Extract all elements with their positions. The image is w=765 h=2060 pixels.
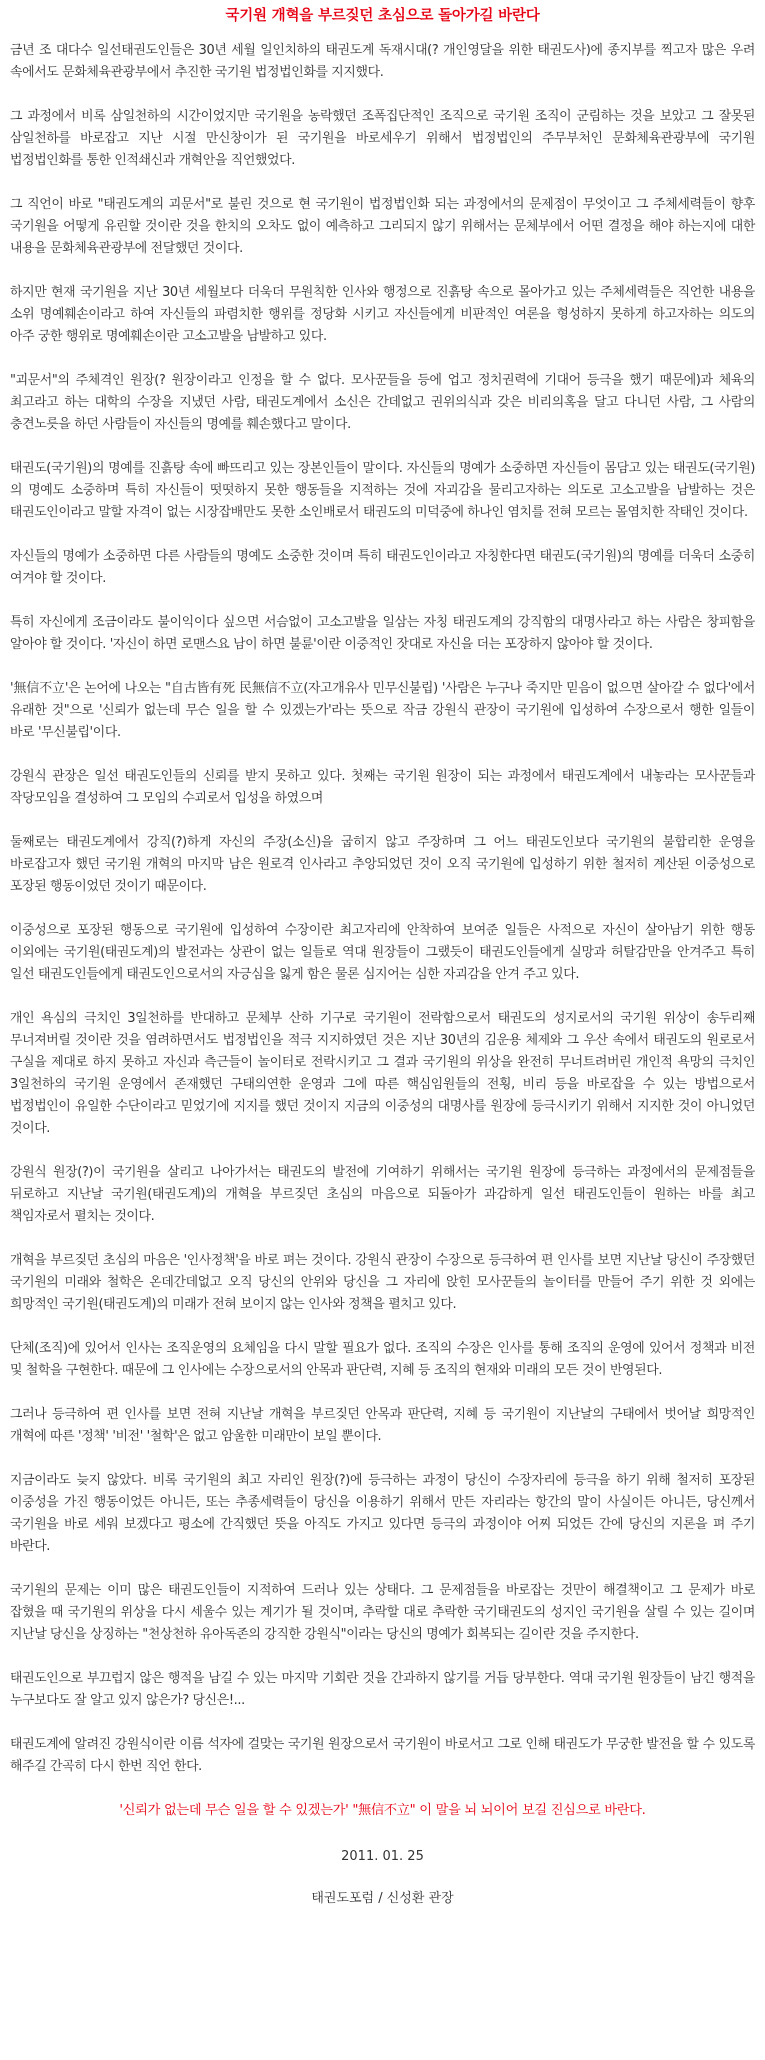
paragraph: 특히 자신에게 조금이라도 불이익이다 싶으면 서슴없이 고소고발을 일삼는 자칭 태권도계의 강직함의 대명사라고 하는 사람은 창피함을 알아야 할 것이다. '자신이 하면 로맨스요 남이 하면 불륜'이란 이중적인 잣대로 자신을 더는 포장하지 않아야 할 것이다. bbox=[10, 615, 755, 652]
paragraph: 자신들의 명예가 소중하면 다른 사람들의 명예도 소중한 것이며 특히 태권도인이라고 자칭한다면 태권도(국기원)의 명예를 더욱더 소중히 여겨야 할 것이다. bbox=[10, 549, 755, 586]
paragraph: "괴문서"의 주체격인 원장(? 원장이라고 인정을 할 수 없다. 모사꾼들을 등에 업고 정치권력에 기대어 등극을 했기 때문에)과 체육의 최고라고 하는 대학의 수장을 지냈던 사람, 태권도계에서 소신은 간데없고 권위의식과 갖은 비리의혹을 달고 다니던 사람, 그 사람의 충견노릇을 하던 사람들이 자신들의 명예를 훼손했다고 말이다. bbox=[10, 373, 755, 432]
paragraph: '無信不立'은 논어에 나오는 "自古皆有死 民無信不立(자고개유사 민무신불립) '사람은 누구나 죽지만 믿음이 없으면 살아갈 수 없다'에서 유래한 것"으로 '신뢰가 없는데 무슨 일을 할 수 있겠는가'라는 뜻으로 작금 강원식 관장이 국기원에 입성하여 수장으로서 행한 일들이 바로 '무신불립'이다. bbox=[10, 681, 755, 740]
paragraph: 개혁을 부르짖던 초심의 마음은 '인사정책'을 바로 펴는 것이다. 강원식 관장이 수장으로 등극하여 편 인사를 보면 지난날 당신이 주장했던 국기원의 미래와 철학은 온데간데없고 오직 당신의 안위와 당신을 그 자리에 앉힌 모사꾼들의 놀이터를 만들어 주기 위한 것 외에는 희망적인 국기원(태권도계)의 미래가 전혀 보이지 않는 인사와 정책을 펼치고 있다. bbox=[10, 1253, 755, 1312]
paragraph: 단체(조직)에 있어서 인사는 조직운영의 요체임을 다시 말할 필요가 없다. 조직의 수장은 인사를 통해 조직의 운영에 있어서 정책과 비전 및 철학을 구현한다. 때문에 그 인사에는 수장으로서의 안목과 판단력, 지혜 등 조직의 현재와 미래의 모든 것이 반영된다. bbox=[10, 1341, 755, 1378]
paragraph: 그러나 등극하여 편 인사를 보면 전혀 지난날 개혁을 부르짖던 안목과 판단력, 지혜 등 국기원이 지난날의 구태에서 벗어날 희망적인 개혁에 따른 '정책' '비전' '철학'은 없고 암울한 미래만이 보일 뿐이다. bbox=[10, 1407, 755, 1444]
paragraph: 태권도(국기원)의 명예를 진흙탕 속에 빠뜨리고 있는 장본인들이 말이다. 자신들의 명예가 소중하면 자신들이 몸담고 있는 태권도(국기원)의 명예도 소중하며 특히 자신들이 떳떳하지 못한 행동들을 지적하는 것에 자괴감을 물리고자하는 의도로 고소고발을 남발하는 것은 태권도인이라고 말할 자격이 없는 시장잡배만도 못한 소인배로서 태권도의 미덕중에 하나인 염치를 전혀 모르는 몰염치한 작태인 것이다. bbox=[10, 461, 755, 520]
paragraph: 태권도계에 알려진 강원식이란 이름 석자에 걸맞는 국기원 원장으로서 국기원이 바로서고 그로 인해 태권도가 무궁한 발전을 할 수 있도록 해주길 간곡히 다시 한번 직언 한다. bbox=[10, 1737, 755, 1774]
article-title: 국기원 개혁을 부르짖던 초심으로 돌아가길 바란다 bbox=[225, 8, 540, 24]
paragraph: 하지만 현재 국기원을 지난 30년 세월보다 더욱더 무원칙한 인사와 행정으로 진흙탕 속으로 몰아가고 있는 주체세력들은 직언한 내용을 소위 명예훼손이라고 하여 자신들의 파렴치한 행위를 정당화 시키고 자신들에게 비판적인 여론을 형성하지 못하게 하고자하는 의도의 아주 궁한 행위로 명예훼손이란 고소고발을 남발하고 있다. bbox=[10, 285, 755, 344]
paragraph: 그 직언이 바로 "태권도계의 괴문서"로 불린 것으로 현 국기원이 법정법인화 되는 과정에서의 문제점이 무엇이고 그 주체세력들이 향후 국기원을 어떻게 유린할 것이란 것을 한치의 오차도 없이 예측하고 그리되지 않기 위해서는 문체부에서 어떤 결정을 해야 하는지에 대한 내용을 문화체육관광부에 전달했던 것이다. bbox=[10, 197, 755, 256]
paragraph: 그 과정에서 비록 삼일천하의 시간이었지만 국기원을 농락했던 조폭집단적인 조직으로 국기원 조직이 군림하는 것을 보았고 그 잘못된 삼일천하를 바로잡고 지난 시절 만신창이가 된 국기원을 바로세우기 위해서 법정법인의 주무부처인 문화체육관광부에 국기원 법정법인화를 통한 인적쇄신과 개혁안을 직언했었다. bbox=[10, 109, 755, 168]
author-signature: 태권도포럼 / 신성환 관장 bbox=[311, 1891, 454, 1906]
closing-statement: '신뢰가 없는데 무슨 일을 할 수 있겠는가' "無信不立" 이 말을 뇌 뇌이어 보길 진심으로 바란다. bbox=[119, 1803, 646, 1818]
paragraph: 둘째로는 태권도계에서 강직(?)하게 자신의 주장(소신)을 굽히지 않고 주장하며 그 어느 태권도인보다 국기원의 불합리한 운영을 바로잡고자 했던 국기원 개혁의 마지막 남은 원로격 인사라고 추앙되었던 것이 오직 국기원에 입성하기 위한 철저히 계산된 이중성으로 포장된 행동이었던 것이기 때문이다. bbox=[10, 835, 755, 894]
paragraph: 강원식 원장(?)이 국기원을 살리고 나아가서는 태권도의 발전에 기여하기 위해서는 국기원 원장에 등극하는 과정에서의 문제점들을 뒤로하고 지난날 국기원(태권도계)의 개혁을 부르짖던 초심의 마음으로 되돌아가 과감하게 일선 태권도인들이 원하는 바를 최고 책임자로서 펼치는 것이다. bbox=[10, 1165, 755, 1224]
article-date: 2011. 01. 25 bbox=[341, 1849, 424, 1864]
paragraph: 태권도인으로 부끄럽지 않은 행적을 남길 수 있는 마지막 기회란 것을 간과하지 않기를 거듭 당부한다. 역대 국기원 원장들이 남긴 행적을 누구보다도 잘 알고 있지 않은가? 당신은!... bbox=[10, 1671, 755, 1708]
paragraph: 이중성으로 포장된 행동으로 국기원에 입성하여 수장이란 최고자리에 안착하여 보여준 일들은 사적으로 자신이 살아남기 위한 행동 이외에는 국기원(태권도계)의 발전과는 상관이 없는 일들로 역대 원장들이 그랬듯이 태권도인들에게 실망과 허탈감만을 안겨주고 특히 일선 태권도인들에게 태권도인으로서의 자긍심을 잃게 함은 물론 심지어는 심한 자괴감을 안겨 주고 있다. bbox=[10, 923, 755, 982]
article-body bbox=[10, 40, 755, 1778]
paragraph: 지금이라도 늦지 않았다. 비록 국기원의 최고 자리인 원장(?)에 등극하는 과정이 당신이 수장자리에 등극을 하기 위해 철저히 포장된 이중성을 가진 행동이었든 아니든, 또는 추종세력들이 당신을 이용하기 위해서 만든 자리라는 항간의 말이 사실이든 아니든, 당신께서 국기원을 바로 세워 보겠다고 평소에 간직했던 뜻을 아직도 가지고 있다면 등극의 과정이야 어찌 되었든 간에 당신의 지론을 펴 주기 바란다. bbox=[10, 1473, 755, 1554]
paragraph: 개인 욕심의 극치인 3일천하를 반대하고 문체부 산하 기구로 국기원이 전락함으로서 태권도의 성지로서의 국기원 위상이 송두리째 무너져버릴 것이란 것을 염려하면서도 법정법인을 적극 지지하였던 것은 지난 30년의 김운용 체제와 그 우산 속에서 태권도의 원로로서 구실을 제대로 하지 못하고 자신과 측근들이 놀이터로 전락시키고 그 결과 국기원의 위상을 완전히 무너트려버린 개인적 욕망의 극치인 3일천하의 국기원 운영에서 존재했던 구태의연한 운영과 그에 따른 핵심임원들의 전횡, 비리 등을 바로잡을 수 있는 방법으로서 법정법인이 유일한 수단이라고 믿었기에 지지를 했던 것이지 지금의 이중성의 대명사를 원장에 등극시키기 위해서 지지한 것이 아니었던 것이다. bbox=[10, 1011, 755, 1136]
paragraph: 금년 조 대다수 일선태권도인들은 30년 세월 일인치하의 태권도계 독재시대(? 개인영달을 위한 태권도사)에 종지부를 찍고자 많은 우려 속에서도 문화체육관광부에서 추진한 국기원 법정법인화를 지지했다. bbox=[10, 43, 755, 80]
paragraph: 국기원의 문제는 이미 많은 태권도인들이 지적하여 드러나 있는 상태다. 그 문제점들을 바로잡는 것만이 해결책이고 그 문제가 바로 잡혔을 때 국기원의 위상을 다시 세울수 있는 계기가 될 것이며, 추락할 대로 추락한 국기태권도의 성지인 국기원을 살릴 수 있는 길이며 지난날 당신을 상징하는 "천상천하 유아독존의 강직한 강원식"이라는 당신의 명예가 회복되는 길이란 것을 주지한다. bbox=[10, 1583, 755, 1642]
paragraph: 강원식 관장은 일선 태권도인들의 신뢰를 받지 못하고 있다. 첫째는 국기원 원장이 되는 과정에서 태권도계에서 내놓라는 모사꾼들과 작당모임을 결성하여 그 모임의 수괴로서 입성을 하였으며 bbox=[10, 769, 755, 806]
